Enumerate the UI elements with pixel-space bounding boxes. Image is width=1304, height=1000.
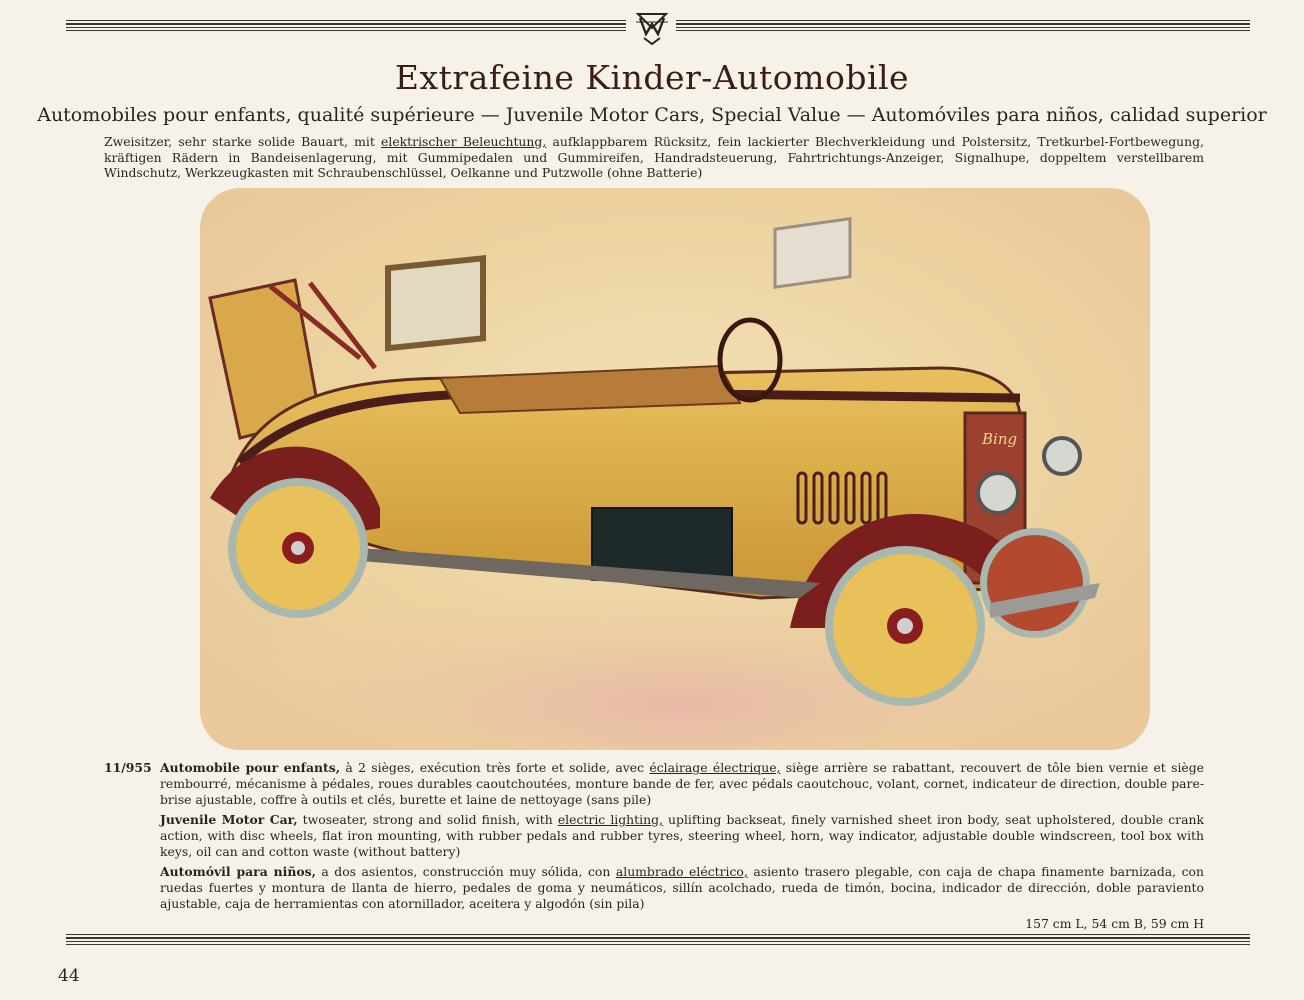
french-underlined: éclairage électrique, [649, 760, 781, 775]
page-title: Extrafeine Kinder-Automobile [394, 58, 910, 97]
top-rule-right [676, 20, 1250, 33]
spanish-description [160, 864, 1204, 912]
english-text-b: uplifting backseat, finely varnished sheet iron body, seat upholstered, double crank action, with disc wheels, flat iron mounting, with rubber pedals and rubber tyres, steering wheel, horn, way indicator, adjustable double windscreen, tool box with keys, oil can and cotton waste (without battery) [160, 812, 1204, 859]
bing-werke-logo-icon [632, 8, 672, 48]
french-description [160, 760, 1204, 808]
pedal-car-illustration [200, 188, 1150, 750]
dimensions: 157 cm L, 54 cm B, 59 cm H [1025, 916, 1204, 931]
german-description [104, 134, 1204, 181]
catalog-entry [104, 760, 1204, 932]
spanish-text-b: asiento trasero plegable, con caja de chapa finamente barnizada, con ruedas fuertes y montura de llanta de hierro, pedales de goma y neumáticos, sillín acolchado, rueda de timón, bocina, indicador de dirección, doble paraviento ajustable, caja de herramientas con atornillador, aceitera y algodón (sin pila) [160, 864, 1204, 911]
french-name: Automobile pour enfants, [160, 760, 341, 775]
desc-text-b: aufklappbarem Rücksitz, fein lackierter Blechverkleidung und Polstersitz, Tretkurbel-Fortbewegung, kräftigen Rädern in Bandeisenlagerung, mit Gummipedalen und Gummireifen, Handradsteuerung, Fahrtrichtungs-Anzeiger, Signalhupe, doppeltem verstellbarem Windschutz, Werkzeugkasten mit Schraubenschlüssel, Oelkanne und Putzwolle (ohne Batterie) [104, 134, 1204, 180]
spanish-name: Automóvil para niños, [160, 864, 316, 879]
page-number: 44 [58, 966, 80, 986]
spanish-text-a: a dos asientos, construcción muy sólida, con [315, 864, 616, 879]
desc-underlined: elektrischer Beleuchtung, [381, 134, 547, 149]
english-text-a: twoseater, strong and solid finish, with [297, 812, 558, 827]
desc-text-a: Zweisitzer, sehr starke solide Bauart, mit [104, 134, 382, 149]
spanish-underlined: alumbrado eléctrico, [615, 864, 748, 879]
english-name: Juvenile Motor Car, [160, 812, 298, 827]
radiator-badge: Bing [982, 430, 1018, 448]
top-rule-left [66, 20, 626, 33]
dimensions-row [160, 916, 1204, 932]
item-number: 11/955 [104, 760, 152, 775]
french-text-a: à 2 sièges, exécution très forte et solide, avec [340, 760, 650, 775]
english-underlined: electric lighting, [557, 812, 663, 827]
bottom-rule [66, 934, 1250, 947]
page-subtitle: Automobiles pour enfants, qualité supérieure — Juvenile Motor Cars, Special Value — Automóviles para niños, calidad superior [37, 104, 1267, 126]
french-text-b: siège arrière se rabattant, recouvert de tôle bien vernie et siège rembourré, mécanisme à pédales, roues durables caoutchoutées, monture bande de fer, avec pédals caoutchouc, volant, cornet, indicateur de direction, double pare-brise ajustable, coffre à outils et clés, burette et laine de nettoyage (sans pile) [160, 760, 1205, 807]
english-description [160, 812, 1204, 860]
